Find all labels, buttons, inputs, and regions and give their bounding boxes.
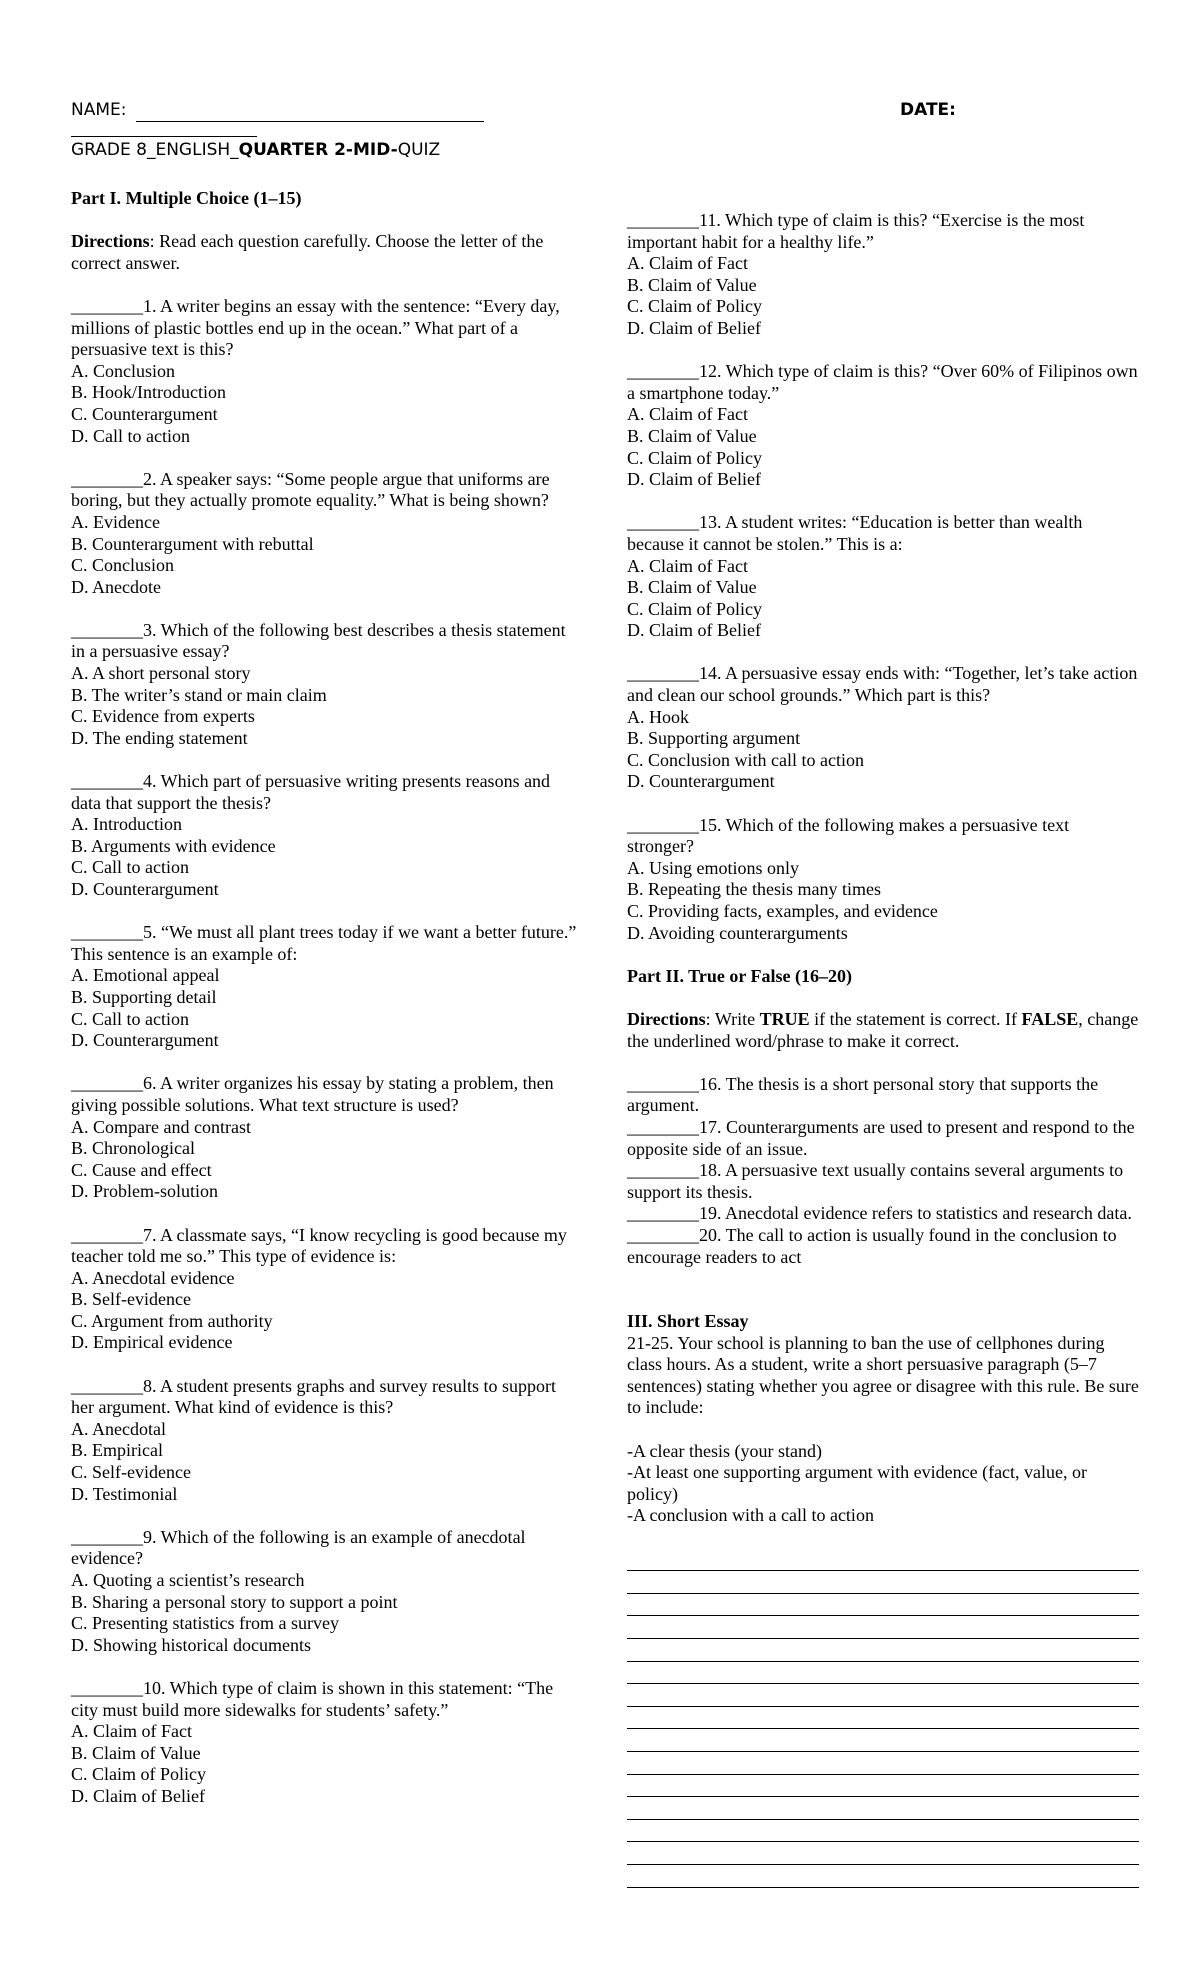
- answer-line[interactable]: [627, 1729, 1139, 1752]
- essay-requirement: -At least one supporting argument with evidence (fact, value, or policy): [627, 1462, 1088, 1504]
- name-label: NAME:: [71, 100, 127, 120]
- answer-option: B. Claim of Value: [627, 577, 757, 598]
- answer-option: C. Self-evidence: [71, 1462, 191, 1483]
- answer-option: C. Call to action: [71, 857, 189, 878]
- answer-line[interactable]: [627, 1594, 1139, 1617]
- true-false-items: [627, 1074, 1139, 1268]
- quiz-title-prefix: GRADE 8_ENGLISH_: [71, 140, 239, 160]
- question-stem: ________11. Which type of claim is this? “Exercise is the most important habit for a healthy life.”: [627, 210, 1085, 252]
- answer-line[interactable]: [627, 1797, 1139, 1820]
- right-questions: [627, 210, 1139, 944]
- answer-option: D. Showing historical documents: [71, 1634, 311, 1655]
- question-stem: ________5. “We must all plant trees today if we want a better future.” This sentence is an example of:: [71, 922, 577, 964]
- question: [627, 815, 1139, 945]
- right-column: [627, 210, 1139, 1888]
- answer-line[interactable]: [627, 1842, 1139, 1865]
- answer-option: A. Emotional appeal: [71, 965, 220, 986]
- question: [627, 210, 1139, 340]
- name-blank[interactable]: [136, 99, 484, 122]
- answer-option: B. Claim of Value: [627, 425, 757, 446]
- answer-line[interactable]: [627, 1865, 1139, 1888]
- essay-answer-lines[interactable]: [627, 1549, 1139, 1888]
- answer-option: A. Conclusion: [71, 360, 176, 381]
- answer-option: A. Compare and contrast: [71, 1116, 251, 1137]
- quiz-title-suffix: QUIZ: [397, 140, 441, 160]
- answer-option: B. Supporting detail: [71, 986, 217, 1007]
- quiz-title: [71, 139, 440, 161]
- question: [71, 1527, 579, 1657]
- answer-option: B. Repeating the thesis many times: [627, 879, 881, 900]
- answer-option: C. Claim of Policy: [71, 1764, 206, 1785]
- answer-option: D. The ending statement: [71, 727, 248, 748]
- answer-option: B. Chronological: [71, 1138, 195, 1159]
- answer-line[interactable]: [627, 1549, 1139, 1572]
- answer-option: B. Claim of Value: [71, 1742, 201, 1763]
- true-false-item: ________20. The call to action is usually found in the conclusion to encourage readers to act: [627, 1224, 1117, 1267]
- answer-option: A. Claim of Fact: [627, 404, 748, 425]
- answer-option: B. Counterargument with rebuttal: [71, 533, 314, 554]
- answer-option: D. Testimonial: [71, 1483, 178, 1504]
- answer-option: D. Counterargument: [71, 879, 219, 899]
- question-stem: ________9. Which of the following is an example of anecdotal evidence?: [71, 1526, 526, 1569]
- part2-directions-b: if the statement is correct. If: [809, 1008, 1022, 1029]
- answer-option: A. Anecdotal: [71, 1418, 166, 1439]
- answer-option: B. Arguments with evidence: [71, 835, 276, 856]
- essay-prompt: 21-25. Your school is planning to ban the use of cellphones during class hours. As a student, write a short persuasive paragraph (5–7 sentences) stating whether you agree or disagree with this rule. Be sure to include:: [627, 1332, 1139, 1418]
- part1-title: Part I. Multiple Choice (1–15): [71, 188, 302, 208]
- part2-title: Part II. True or False (16–20): [627, 965, 852, 986]
- question: [71, 1225, 579, 1355]
- answer-option: B. Empirical: [71, 1440, 163, 1461]
- date-blank[interactable]: [71, 136, 257, 137]
- answer-option: A. A short personal story: [71, 663, 251, 684]
- answer-option: D. Counterargument: [71, 1030, 219, 1051]
- question: [71, 620, 579, 750]
- part1-directions-text: : Read each question carefully. Choose the letter of the correct answer.: [71, 231, 544, 273]
- answer-option: B. Hook/Introduction: [71, 382, 226, 403]
- answer-option: C. Providing facts, examples, and evidence: [627, 901, 938, 921]
- answer-option: D. Call to action: [71, 425, 190, 446]
- question-stem: ________8. A student presents graphs and survey results to support her argument. What kind of evidence is this?: [71, 1375, 556, 1418]
- answer-option: B. Self-evidence: [71, 1289, 191, 1310]
- answer-line[interactable]: [627, 1571, 1139, 1594]
- answer-option: A. Hook: [627, 706, 689, 727]
- left-column: [71, 188, 579, 1829]
- answer-option: D. Empirical evidence: [71, 1332, 233, 1353]
- question-stem: ________7. A classmate says, “I know recycling is good because my teacher told me so.” This type of evidence is:: [71, 1224, 567, 1267]
- question-stem: ________6. A writer organizes his essay by stating a problem, then giving possible solutions. What text structure is used?: [71, 1073, 554, 1115]
- essay-requirement: -A conclusion with a call to action: [627, 1505, 874, 1526]
- answer-option: A. Anecdotal evidence: [71, 1267, 235, 1288]
- answer-option: B. Sharing a personal story to support a point: [71, 1591, 398, 1612]
- true-false-item: ________17. Counterarguments are used to present and respond to the opposite side of an issue.: [627, 1116, 1135, 1159]
- part2-directions: [627, 1009, 1139, 1052]
- question: [627, 512, 1139, 642]
- answer-line[interactable]: [627, 1752, 1139, 1775]
- true-word: TRUE: [759, 1008, 810, 1029]
- name-line: [71, 99, 484, 122]
- question: [71, 1678, 579, 1808]
- date-label: DATE:: [900, 100, 956, 120]
- answer-option: D. Claim of Belief: [71, 1785, 205, 1806]
- answer-option: C. Claim of Policy: [627, 598, 762, 619]
- question-stem: ________4. Which part of persuasive writing presents reasons and data that support the thesis?: [71, 771, 551, 813]
- answer-option: C. Conclusion: [71, 555, 175, 576]
- answer-option: D. Claim of Belief: [627, 469, 761, 490]
- answer-option: C. Counterargument: [71, 403, 218, 424]
- answer-option: C. Cause and effect: [71, 1159, 212, 1180]
- question-stem: ________12. Which type of claim is this? “Over 60% of Filipinos own a smartphone today.”: [627, 361, 1138, 403]
- question: [71, 296, 579, 447]
- answer-line[interactable]: [627, 1639, 1139, 1662]
- question-stem: ________13. A student writes: “Education is better than wealth because it cannot be stolen.” This is a:: [627, 512, 1083, 554]
- part2-directions-c: , change the underlined word/phrase to make it correct.: [627, 1008, 1139, 1051]
- essay-includes: [627, 1441, 1139, 1527]
- answer-option: C. Presenting statistics from a survey: [71, 1613, 339, 1634]
- question: [627, 361, 1139, 491]
- true-false-item: ________19. Anecdotal evidence refers to statistics and research data.: [627, 1203, 1132, 1224]
- part2-directions-label: Directions: [627, 1008, 706, 1029]
- answer-option: C. Conclusion with call to action: [627, 749, 864, 770]
- part1-directions: [71, 231, 579, 274]
- answer-option: A. Using emotions only: [627, 857, 800, 878]
- true-false-item: ________18. A persuasive text usually contains several arguments to support its thesis.: [627, 1160, 1124, 1202]
- answer-line[interactable]: [627, 1662, 1139, 1685]
- question: [71, 1073, 579, 1203]
- answer-line[interactable]: [627, 1707, 1139, 1730]
- answer-option: C. Claim of Policy: [627, 296, 762, 317]
- answer-option: D. Avoiding counterarguments: [627, 922, 848, 943]
- answer-line[interactable]: [627, 1775, 1139, 1798]
- question: [71, 469, 579, 599]
- question-stem: ________1. A writer begins an essay with the sentence: “Every day, millions of plastic bottles end up in the ocean.” What part of a persuasive text is this?: [71, 295, 560, 360]
- answer-option: B. Supporting argument: [627, 728, 801, 749]
- question-stem: ________3. Which of the following best describes a thesis statement in a persuasive essay?: [71, 619, 566, 662]
- answer-option: D. Anecdote: [71, 576, 161, 597]
- answer-line[interactable]: [627, 1684, 1139, 1707]
- part3-title: III. Short Essay: [627, 1311, 749, 1332]
- answer-option: D. Counterargument: [627, 771, 775, 792]
- false-word: FALSE: [1021, 1008, 1079, 1029]
- answer-option: A. Introduction: [71, 814, 182, 835]
- question-stem: ________14. A persuasive essay ends with: “Together, let’s take action and clean our school grounds.” Which part is this?: [627, 663, 1138, 706]
- answer-option: C. Call to action: [71, 1008, 189, 1029]
- essay-requirement: -A clear thesis (your stand): [627, 1440, 822, 1461]
- answer-line[interactable]: [627, 1616, 1139, 1639]
- part1-directions-label: Directions: [71, 231, 150, 252]
- answer-option: D. Claim of Belief: [627, 620, 761, 641]
- question-stem: ________2. A speaker says: “Some people argue that uniforms are boring, but they actually promote equality.” What is being shown?: [71, 468, 550, 511]
- question-stem: ________15. Which of the following makes a persuasive text stronger?: [627, 814, 1070, 857]
- answer-option: A. Quoting a scientist’s research: [71, 1570, 305, 1590]
- answer-option: D. Claim of Belief: [627, 317, 761, 338]
- answer-option: A. Claim of Fact: [71, 1721, 192, 1742]
- answer-option: B. The writer’s stand or main claim: [71, 684, 327, 705]
- part2-directions-a: : Write: [705, 1008, 760, 1029]
- answer-line[interactable]: [627, 1820, 1139, 1843]
- question: [71, 771, 579, 901]
- answer-option: C. Evidence from experts: [71, 706, 255, 727]
- true-false-item: ________16. The thesis is a short personal story that supports the argument.: [627, 1073, 1099, 1116]
- answer-option: A. Claim of Fact: [627, 555, 748, 576]
- question-stem: ________10. Which type of claim is shown in this statement: “The city must build more sidewalks for students’ safety.”: [71, 1677, 554, 1720]
- question: [71, 922, 579, 1052]
- quiz-title-bold: QUARTER 2-MID-: [238, 140, 398, 160]
- answer-option: C. Claim of Policy: [627, 447, 762, 468]
- question: [627, 663, 1139, 793]
- answer-option: B. Claim of Value: [627, 274, 757, 295]
- answer-option: A. Evidence: [71, 511, 160, 532]
- answer-option: D. Problem-solution: [71, 1181, 218, 1202]
- answer-option: C. Argument from authority: [71, 1310, 273, 1331]
- question: [71, 1376, 579, 1506]
- answer-option: A. Claim of Fact: [627, 253, 748, 274]
